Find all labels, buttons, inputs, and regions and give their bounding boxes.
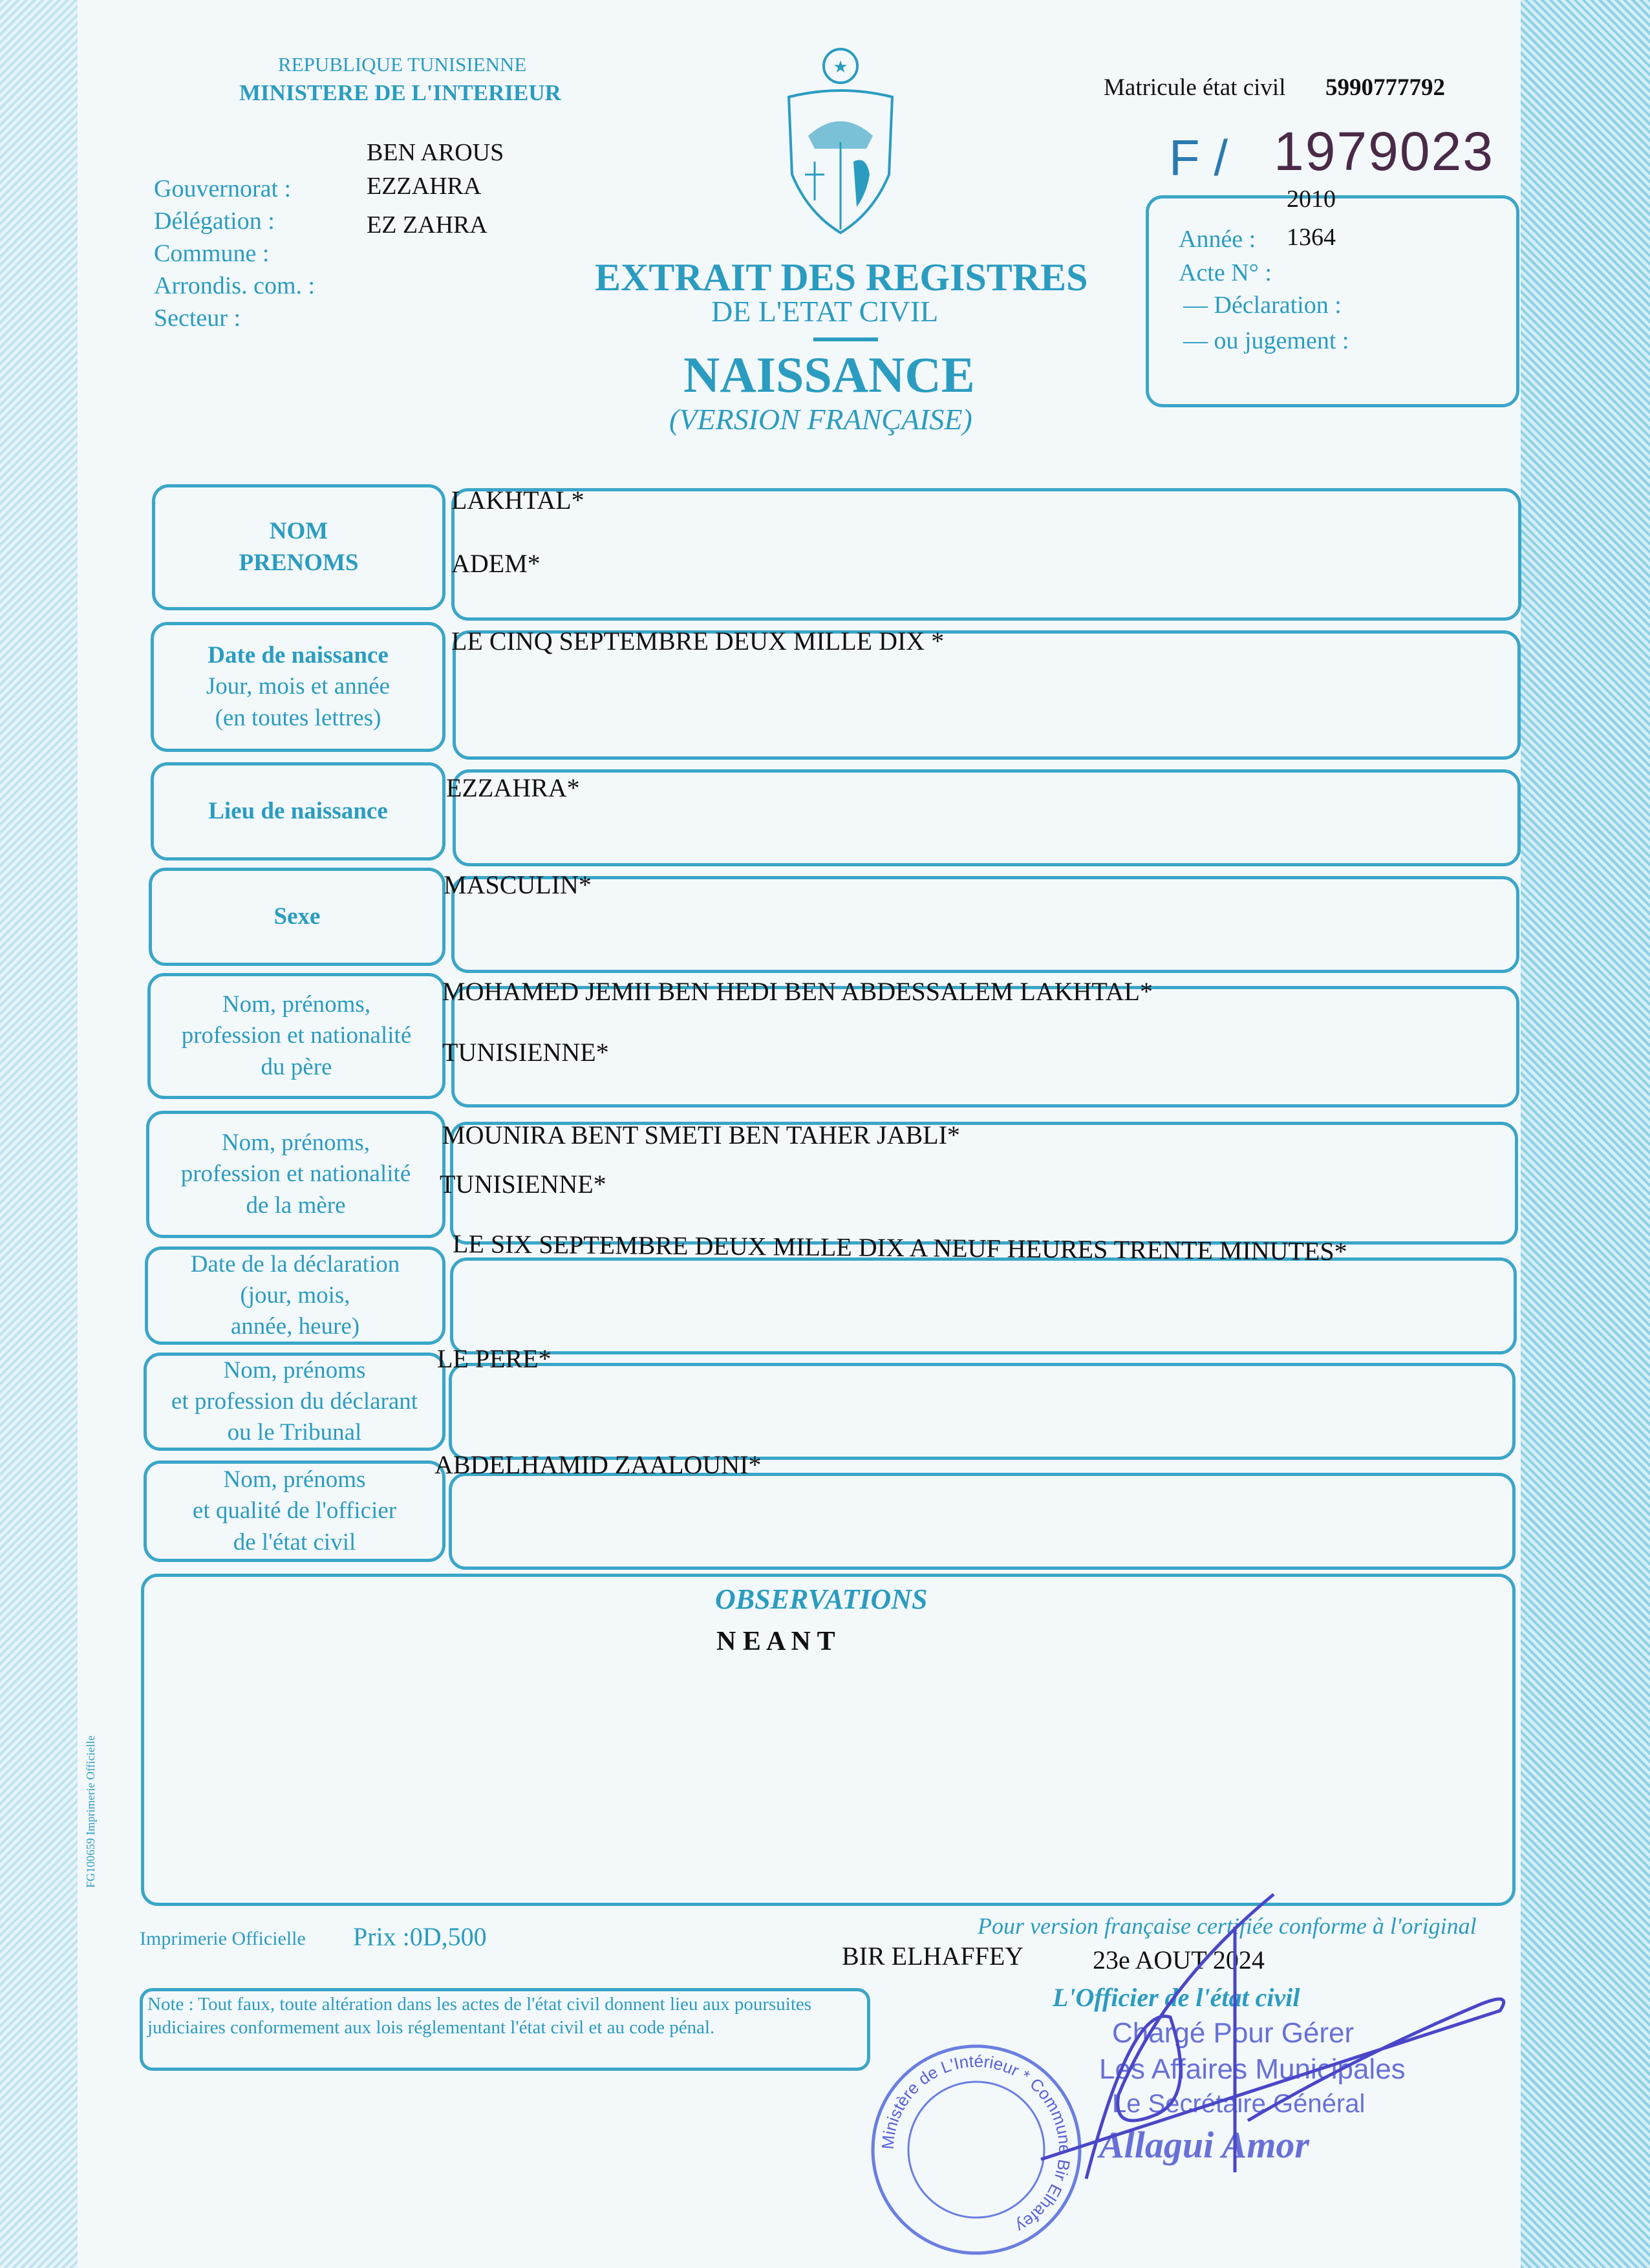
issue-date: 23e AOUT 2024: [1093, 1945, 1265, 1974]
observations-label: OBSERVATIONS: [715, 1583, 928, 1615]
pere-label-3: du père: [261, 1053, 332, 1080]
pere-label-box: [147, 973, 445, 1099]
officier-label-3: de l'état civil: [233, 1528, 356, 1556]
mere-label-2: profession et nationalité: [180, 1161, 411, 1188]
pere-label-1: Nom, prénoms,: [222, 991, 371, 1018]
serial-number: 1979023: [1274, 121, 1495, 182]
date-naissance-value: LE CINQ SEPTEMBRE DEUX MILLE DIX *: [451, 626, 945, 656]
sexe-value: MASCULIN*: [444, 870, 592, 899]
mere-label-3: de la mère: [246, 1192, 346, 1219]
declaration-label: — Déclaration :: [1183, 292, 1342, 319]
pere-label-2: profession et nationalité: [181, 1022, 412, 1049]
pere-name-value: MOHAMED JEMII BEN HEDI BEN ABDESSALEM LAKHTAL*: [442, 977, 1153, 1006]
lieu-label-box: [151, 762, 445, 861]
republic-label: REPUBLIQUE TUNISIENNE: [278, 53, 527, 76]
declarant-label-3: ou le Tribunal: [227, 1419, 362, 1446]
date-naissance-label-box: [151, 622, 445, 752]
matricule-label: Matricule état civil: [1104, 74, 1286, 101]
imprimerie-label: Imprimerie Officielle: [140, 1928, 306, 1949]
issue-place: BIR ELHAFFEY: [842, 1942, 1024, 1971]
signature: [1002, 1888, 1519, 2185]
title-divider: [813, 337, 878, 341]
delegation-label: Délégation :: [154, 208, 275, 235]
officier-label-box: [144, 1460, 445, 1562]
ministry-label: MINISTERE DE L'INTERIEUR: [239, 80, 561, 105]
serial-prefix: F /: [1169, 129, 1228, 186]
title-extrait: EXTRAIT DES REGISTRES: [595, 256, 1088, 299]
legal-note: Note : Tout faux, toute altération dans les actes de l'état civil donnent lieu aux poursuites judiciaires conformement aux lois réglementant l'état civil et au code pénal.: [147, 1994, 812, 2038]
nom-label-box: [152, 484, 445, 610]
lieu-value-box: [453, 769, 1521, 866]
secteur-label: Secteur :: [154, 305, 241, 332]
date-naissance-sublabel: Jour, mois et année: [206, 673, 391, 700]
declaration-date-label-1: Date de la déclaration: [190, 1250, 400, 1278]
prenoms-value: ADEM*: [451, 549, 541, 578]
acte-number-value: 1364: [1287, 224, 1336, 251]
declaration-date-value: LE SIX SEPTEMBRE DEUX MILLE DIX A NEUF HEURES TRENTE MINUTES*: [452, 1229, 1347, 1267]
title-version: (VERSION FRANÇAISE): [669, 403, 972, 436]
sexe-label: Sexe: [273, 903, 321, 930]
mere-nationality-value: TUNISIENNE*: [440, 1170, 606, 1199]
lieu-value: EZZAHRA*: [446, 773, 580, 802]
stamp-line-1: Chargé Pour Gérer: [1112, 2017, 1355, 2049]
declarant-label-2: et profession du déclarant: [171, 1387, 418, 1415]
delegation-value: EZZAHRA: [367, 173, 482, 200]
certified-statement: Pour version française certifiée conforme à l'original: [978, 1913, 1477, 1939]
arrondissement-label: Arrondis. com. :: [154, 272, 316, 299]
declarant-value: LE PERE*: [437, 1344, 552, 1373]
date-naissance-label: Date de naissance: [208, 642, 389, 669]
prix-label: Prix :0D,500: [353, 1922, 487, 1951]
declaration-date-label-3: année, heure): [230, 1313, 360, 1340]
stamp-ring-text: Ministère de L'Intérieur * Commune Bir Elhafey: [877, 2051, 1075, 2237]
side-print-code: FG100659 Imprimerie Officielle: [84, 1735, 97, 1888]
nom-value-box: [451, 488, 1521, 621]
gouvernorat-label: Gouvernorat :: [154, 175, 292, 202]
stamp-officer-name: Allagui Amor: [1099, 2124, 1310, 2166]
commune-value: EZ ZAHRA: [367, 211, 488, 239]
commune-label: Commune :: [154, 240, 270, 267]
stamp-line-3: Le Secrétaire Général: [1112, 2090, 1366, 2118]
date-naissance-sublabel2: (en toutes lettres): [215, 704, 381, 731]
officer-title: L'Officier de l'état civil: [1053, 1983, 1300, 2012]
sexe-label-box: [149, 868, 445, 966]
declarant-value-box: [449, 1363, 1516, 1460]
declaration-date-label-2: (jour, mois,: [240, 1281, 350, 1309]
matricule-value: 5990777792: [1325, 74, 1445, 101]
jugement-label: — ou jugement :: [1183, 327, 1349, 354]
nom-value: LAKHTAL*: [451, 486, 584, 515]
pere-nationality-value: TUNISIENNE*: [442, 1038, 609, 1067]
declaration-date-label-box: [145, 1246, 445, 1345]
mere-name-value: MOUNIRA BENT SMETI BEN TAHER JABLI*: [442, 1120, 960, 1150]
acte-label: Acte N° :: [1179, 259, 1272, 286]
officier-value: ABDELHAMID ZAALOUNI*: [434, 1450, 762, 1479]
sexe-value-box: [451, 876, 1519, 973]
coat-of-arms-emblem: [776, 45, 905, 239]
observations-value: N E A N T: [716, 1627, 835, 1656]
prenoms-label: PRENOMS: [239, 549, 359, 576]
declarant-label-box: [144, 1353, 445, 1451]
declarant-label-1: Nom, prénoms: [223, 1356, 366, 1384]
declaration-date-value-box: [450, 1257, 1517, 1354]
mere-label-1: Nom, prénoms,: [221, 1129, 370, 1157]
gouvernorat-value: BEN AROUS: [367, 139, 504, 166]
annee-value: 2010: [1287, 186, 1336, 213]
mere-label-box: [146, 1111, 445, 1238]
nom-label: NOM: [269, 518, 328, 545]
title-naissance: NAISSANCE: [683, 347, 975, 403]
right-guilloche-border: [1521, 0, 1650, 2268]
officier-label-1: Nom, prénoms: [223, 1466, 366, 1493]
annee-label: Année :: [1179, 226, 1256, 253]
left-guilloche-border: [0, 0, 78, 2268]
officier-label-2: et qualité de l'officier: [192, 1497, 397, 1524]
lieu-label: Lieu de naissance: [208, 797, 388, 824]
title-etat-civil: DE L'ETAT CIVIL: [711, 295, 939, 328]
stamp-line-2: Les Affaires Municipales: [1099, 2053, 1406, 2085]
svg-text:★: ★: [833, 58, 848, 76]
officier-value-box: [449, 1473, 1516, 1570]
observations-box: [141, 1574, 1516, 1906]
